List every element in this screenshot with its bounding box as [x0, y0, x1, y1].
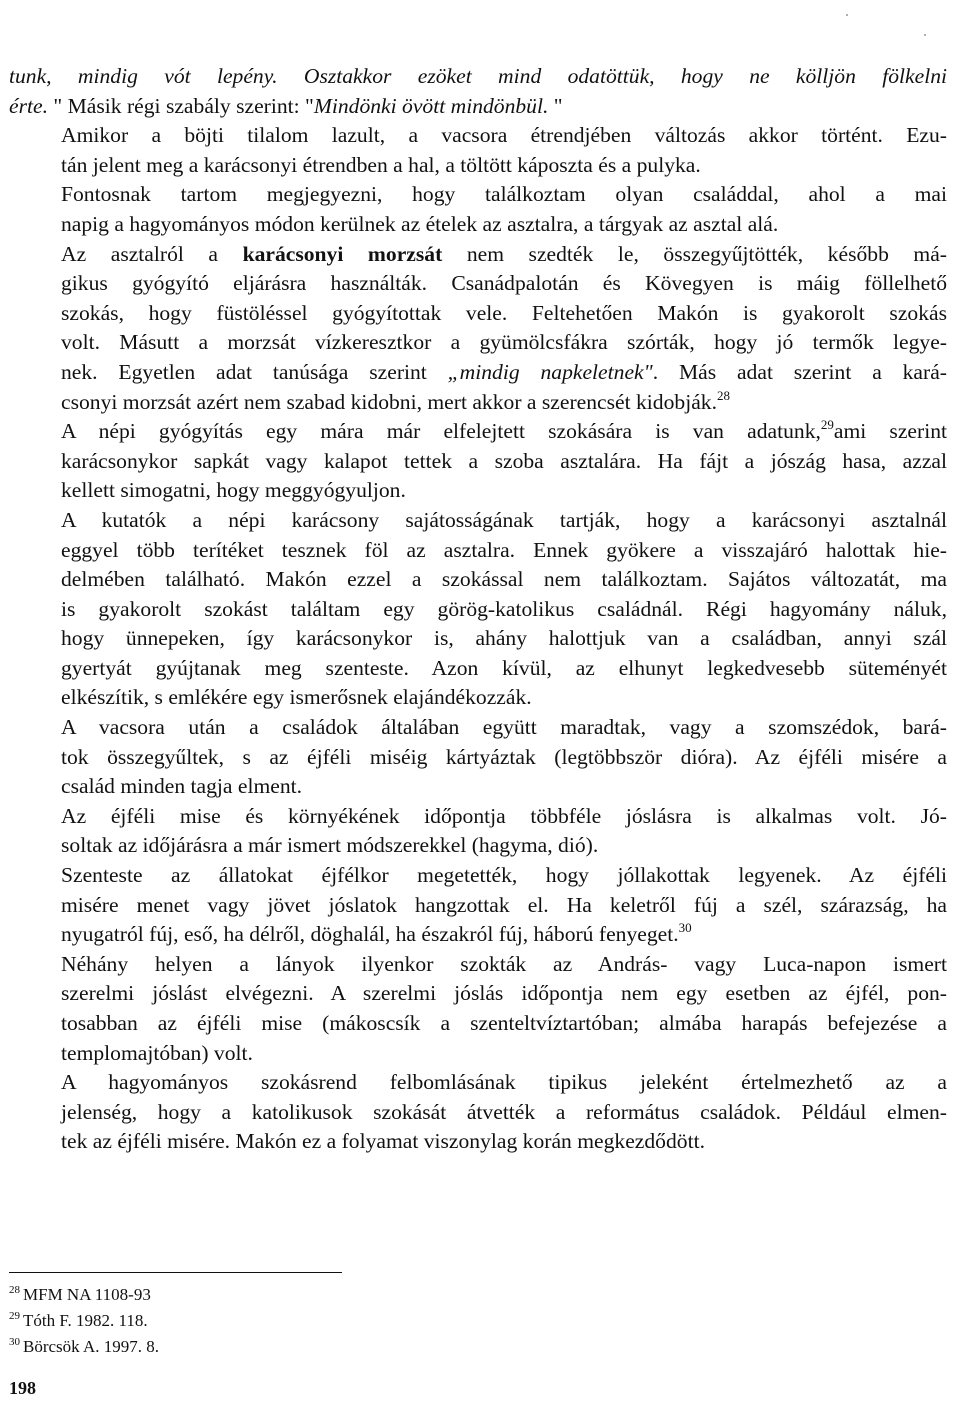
text-run: csonyi morzsát azért nem szabad kidobni, mert akkor a szerencsét kidobják. [61, 389, 717, 414]
text-line [9, 565, 947, 595]
text-line [9, 328, 947, 358]
paragraph [9, 180, 947, 239]
text-line [9, 269, 947, 299]
text-run: volt. Másutt a morzsát vízkeresztkor a gyümölcsfákra szórták, hogy jó termők legye- [61, 330, 947, 355]
paragraph [9, 802, 947, 861]
text-run: „mindig napkeletnek" [447, 359, 653, 384]
text-line [9, 950, 947, 980]
text-line [9, 299, 947, 329]
text-run: Szenteste az állatokat éjfélkor megetették, hogy jóllakottak legyenek. Az éjféli [61, 863, 947, 888]
text-run: eggyel több terítéket tesznek föl az asztalra. Ennek gyökere a visszajáró halottak hie- [61, 537, 947, 562]
scan-speck [846, 14, 848, 16]
footnote [9, 1334, 159, 1360]
text-run: misére menet vagy jövet jóslatok hangzottak el. Ha keletről fúj a szél, szárazság, ha [61, 892, 947, 917]
text-run: szerelmi jóslást elvégezni. A szerelmi jóslás időpontja nem egy esetben az éjfél, pon- [61, 981, 947, 1006]
footnote-number: 28 [9, 1284, 20, 1296]
text-run: Az asztalról a [61, 241, 243, 266]
page-number: 198 [9, 1378, 36, 1398]
text-line [9, 802, 947, 832]
footnote [9, 1282, 159, 1308]
scan-speck [924, 34, 926, 36]
text-run: gikus gyógyító eljárásra használták. Csanádpalotán és Kövegyen is máig föllelhető [61, 271, 947, 296]
text-run: delmében található. Makón ezzel a szokással nem találkoztam. Sajátos változatát, ma [61, 567, 947, 592]
text-run: A népi gyógyítás egy mára már elfelejtett szokására is van adatunk, [61, 419, 821, 444]
text-run: tok összegyűltek, s az éjféli miséig kártyáztak (legtöbbször dióra). Az éjféli misére a [61, 744, 947, 769]
text-run: soltak az időjárásra a már ismert módszerekkel (hagyma, dió). [61, 833, 599, 858]
text-line [9, 743, 947, 773]
paragraph [9, 240, 947, 418]
text-line [9, 210, 947, 240]
text-line [9, 388, 947, 418]
paragraph [9, 1068, 947, 1157]
text-run: tán jelent meg a karácsonyi étrendben a hal, a töltött káposzta és a pulyka. [61, 152, 701, 177]
text-run: elkészítik, s emlékére egy ismerősnek elajándékozzák. [61, 685, 532, 710]
text-run: Az éjféli mise és környékének időpontja többféle jóslásra is alkalmas volt. Jó- [61, 803, 947, 828]
text-run: " [548, 93, 563, 118]
footnote-text: MFM NA 1108-93 [23, 1285, 151, 1304]
footnote-ref: 28 [716, 387, 730, 403]
text-run: . Más adat szerint a kará- [652, 359, 947, 384]
text-line [9, 891, 947, 921]
text-line [9, 447, 947, 477]
text-line [9, 417, 947, 447]
text-run: Amikor a böjti tilalom lazult, a vacsora étrendjében változás akkor történt. Ezu- [61, 123, 947, 148]
text-line [9, 358, 947, 388]
text-run: A vacsora után a családok általában együtt maradtak, vagy a szomszédok, bará- [61, 715, 947, 740]
text-line [9, 62, 947, 92]
paragraph [9, 417, 947, 506]
text-run: család minden tagja elment. [61, 774, 303, 799]
text-line [9, 1009, 947, 1039]
text-line [9, 536, 947, 566]
paragraph [9, 950, 947, 1068]
footnote-text: Tóth F. 1982. 118. [23, 1311, 148, 1330]
text-run: " Másik régi szabály szerint: " [47, 93, 314, 118]
text-run: kellett simogatni, hogy meggyógyuljon. [61, 478, 406, 503]
paragraph [9, 861, 947, 950]
text-line [9, 624, 947, 654]
text-line [9, 595, 947, 625]
text-line [9, 92, 947, 122]
footnote-number: 30 [9, 1336, 20, 1348]
text-run: Mindönki övött mindönbül. [313, 93, 549, 118]
text-run: szokás, hogy füstöléssel gyógyítottak vele. Feltehetően Makón is gyakorolt szokás [61, 300, 947, 325]
paragraph [9, 713, 947, 802]
text-line [9, 1098, 947, 1128]
text-line [9, 654, 947, 684]
text-run: is gyakorolt szokást találtam egy görög-katolikus családnál. Régi hagyomány náluk, [61, 596, 947, 621]
text-run: nyugatról fúj, eső, ha délről, döghalál, ha északról fúj, háború fenyeget. [61, 922, 679, 947]
text-line [9, 772, 947, 802]
text-run: karácsonyi morzsát [242, 241, 443, 266]
text-line [9, 240, 947, 270]
text-line [9, 713, 947, 743]
text-line [9, 861, 947, 891]
text-line [9, 831, 947, 861]
footnote-number: 29 [9, 1310, 20, 1322]
paragraph [9, 121, 947, 180]
text-run: gyertyát gyújtanak meg szenteste. Azon kívül, az elhunyt legkedvesebb süteményét [61, 655, 947, 680]
text-line [9, 979, 947, 1009]
footnote-separator [9, 1272, 342, 1273]
text-run: Fontosnak tartom megjegyezni, hogy találkoztam olyan családdal, ahol a mai [61, 182, 947, 207]
paragraph [9, 62, 947, 121]
text-run: karácsonykor sapkát vagy kalapot tettek a szoba asztalára. Ha fájt a jószág hasa, azzal [61, 448, 947, 473]
footnote-text: Börcsök A. 1997. 8. [23, 1337, 159, 1356]
text-line [9, 1039, 947, 1069]
body-text [9, 62, 947, 1157]
text-run: érte. [9, 93, 48, 118]
text-line [9, 1127, 947, 1157]
text-line [9, 920, 947, 950]
text-line [9, 180, 947, 210]
paragraph [9, 506, 947, 713]
text-run: nek. Egyetlen adat tanúsága szerint [61, 359, 448, 384]
text-run: hogy ünnepeken, így karácsonykor is, ahány halottjuk van a családban, annyi szál [61, 626, 947, 651]
text-line [9, 683, 947, 713]
footnote-ref: 29 [820, 417, 834, 433]
text-line [9, 506, 947, 536]
footnote [9, 1308, 159, 1334]
text-line [9, 476, 947, 506]
text-run: tunk, mindig vót lepény. Osztakkor ezöket mind odatöttük, hogy ne kölljön fölkelni [9, 64, 947, 88]
text-run: nem szedték le, összegyűjtötték, később má- [442, 241, 947, 266]
text-run: tek az éjféli misére. Makón ez a folyamat viszonylag korán megkezdődött. [61, 1129, 705, 1154]
text-run: A kutatók a népi karácsony sajátosságának tartják, hogy a karácsonyi asztalnál [61, 507, 947, 532]
footnote-ref: 30 [678, 920, 692, 936]
text-run: ami szerint [833, 419, 947, 444]
footnotes [9, 1282, 159, 1360]
text-run: Néhány helyen a lányok ilyenkor szokták az András- vagy Luca-napon ismert [61, 951, 947, 976]
text-line [9, 1068, 947, 1098]
text-run: tosabban az éjféli mise (mákoscsík a szenteltvíztartóban; almába harapás befejezése a [61, 1011, 947, 1035]
text-run: templomajtóban) volt. [61, 1040, 253, 1065]
text-line [9, 121, 947, 151]
text-line [9, 151, 947, 181]
text-run: jelenség, hogy a katolikusok szokását átvették a református családok. Például elmen- [61, 1099, 947, 1124]
text-run: A hagyományos szokásrend felbomlásának tipikus jeleként értelmezhető az a [61, 1070, 947, 1095]
text-run: napig a hagyományos módon kerülnek az ételek az asztalra, a tárgyak az asztal alá. [61, 211, 779, 236]
